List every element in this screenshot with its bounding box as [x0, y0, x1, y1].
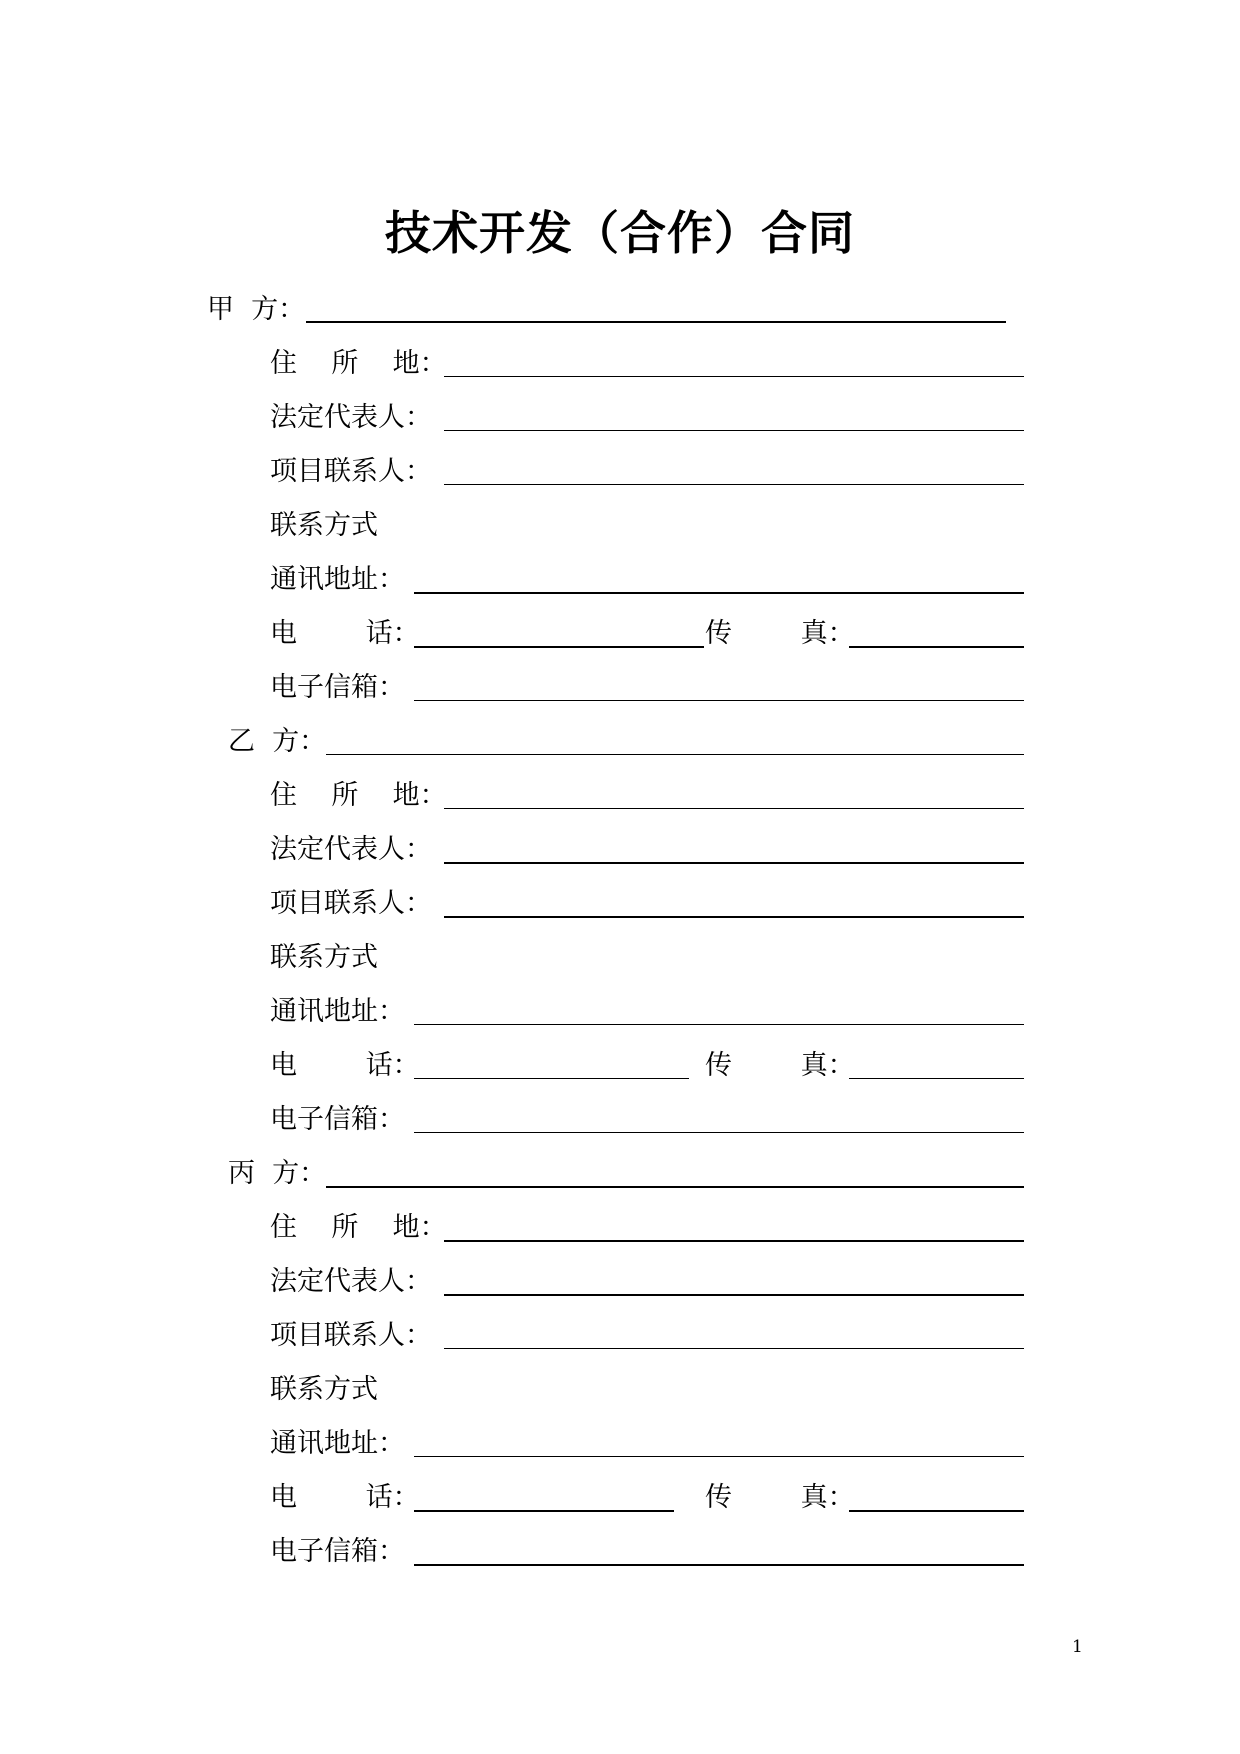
party-c-phone-label: 电 话：: [270, 1482, 420, 1513]
party-b-fax-label: 传 真：: [705, 1050, 855, 1081]
party-a-email-label: 电子信箱：: [270, 672, 405, 703]
party-c-name-field[interactable]: [326, 1186, 1024, 1188]
party-b-contact-method-label: 联系方式: [270, 942, 378, 973]
party-b-project-contact-label: 项目联系人：: [270, 888, 432, 919]
party-c-phone-field[interactable]: [414, 1510, 674, 1512]
party-b-email-field[interactable]: [414, 1132, 1024, 1133]
party-b-label: 乙 方：: [228, 726, 327, 757]
party-b-address-label: 住 所 地：: [270, 780, 447, 811]
party-b-phone-label: 电 话：: [270, 1050, 420, 1081]
party-a-phone-label: 电 话：: [270, 618, 420, 649]
party-b-fax-field[interactable]: [849, 1078, 1024, 1079]
party-b-mail-address-field[interactable]: [414, 1024, 1024, 1025]
party-b-email-label: 电子信箱：: [270, 1104, 405, 1135]
party-c-legal-rep-label: 法定代表人：: [270, 1266, 432, 1297]
party-c-fax-field[interactable]: [849, 1510, 1024, 1512]
party-c-mail-address-label: 通讯地址：: [270, 1428, 405, 1459]
party-a-name-field[interactable]: [306, 321, 1006, 323]
party-b-address-field[interactable]: [444, 808, 1024, 809]
party-a-label: 甲 方：: [207, 294, 306, 325]
party-a-legal-rep-label: 法定代表人：: [270, 402, 432, 433]
party-b-name-field[interactable]: [326, 754, 1024, 755]
party-b-phone-field[interactable]: [414, 1078, 689, 1079]
party-b-legal-rep-label: 法定代表人：: [270, 834, 432, 865]
party-c-fax-label: 传 真：: [705, 1482, 855, 1513]
party-c-project-contact-field[interactable]: [444, 1348, 1024, 1349]
party-b-legal-rep-field[interactable]: [444, 862, 1024, 864]
party-a-project-contact-field[interactable]: [444, 484, 1024, 485]
party-c-email-field[interactable]: [414, 1564, 1024, 1566]
party-c-mail-address-field[interactable]: [414, 1456, 1024, 1457]
page-number: 1: [1072, 1637, 1083, 1657]
party-a-email-field[interactable]: [414, 700, 1024, 701]
party-c-project-contact-label: 项目联系人：: [270, 1320, 432, 1351]
party-b-project-contact-field[interactable]: [444, 916, 1024, 918]
party-b-mail-address-label: 通讯地址：: [270, 996, 405, 1027]
party-a-address-field[interactable]: [444, 376, 1024, 377]
party-a-contact-method-label: 联系方式: [270, 510, 378, 541]
party-c-address-label: 住 所 地：: [270, 1212, 447, 1243]
party-a-address-label: 住 所 地：: [270, 348, 447, 379]
party-a-legal-rep-field[interactable]: [444, 430, 1024, 431]
party-c-email-label: 电子信箱：: [270, 1536, 405, 1567]
party-a-fax-label: 传 真：: [705, 618, 855, 649]
party-c-contact-method-label: 联系方式: [270, 1374, 378, 1405]
party-a-mail-address-field[interactable]: [414, 592, 1024, 594]
party-a-project-contact-label: 项目联系人：: [270, 456, 432, 487]
party-c-label: 丙 方：: [228, 1158, 327, 1189]
party-a-mail-address-label: 通讯地址：: [270, 564, 405, 595]
party-c-legal-rep-field[interactable]: [444, 1294, 1024, 1296]
party-c-address-field[interactable]: [444, 1240, 1024, 1242]
document-title: 技术开发（合作）合同: [385, 205, 855, 260]
party-a-fax-field[interactable]: [849, 646, 1024, 648]
party-a-phone-field[interactable]: [414, 646, 704, 648]
